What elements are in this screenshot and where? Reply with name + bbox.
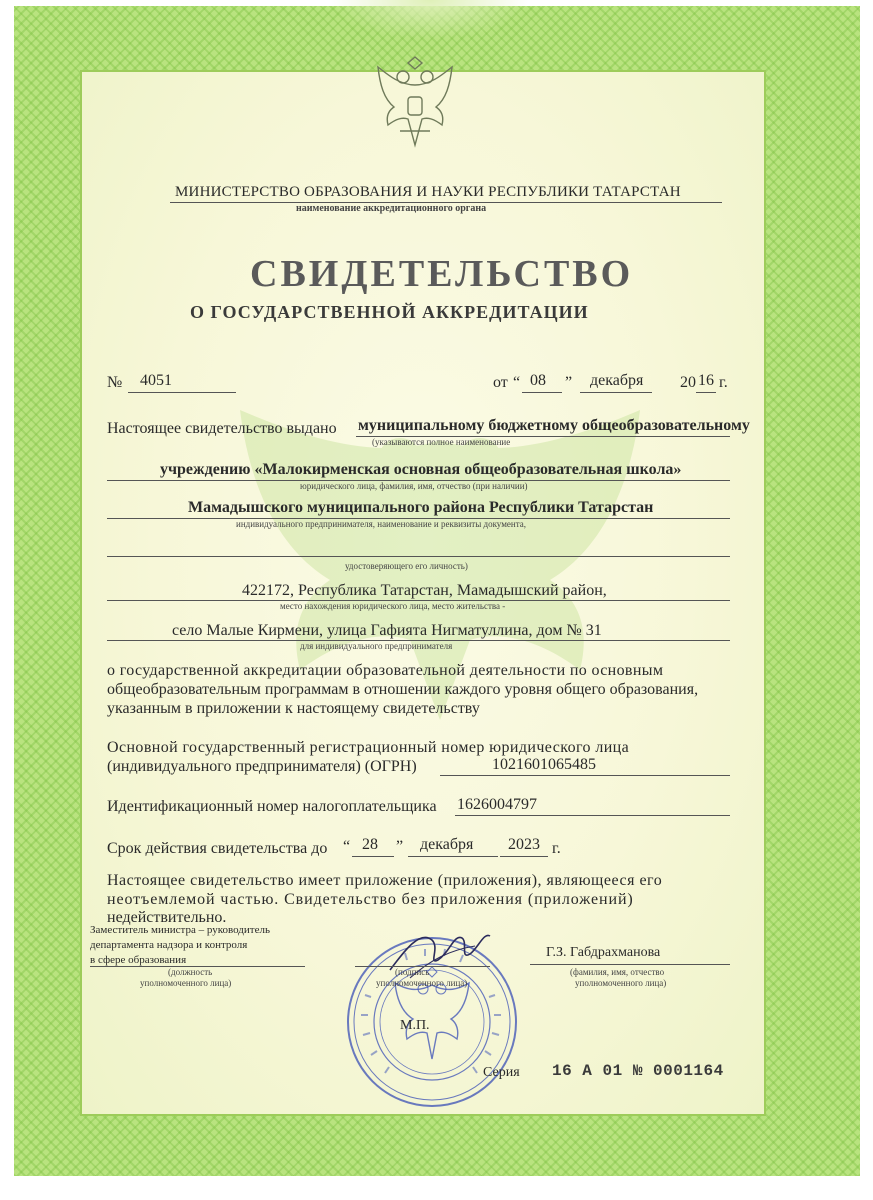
- authority-name: МИНИСТЕРСТВО ОБРАЗОВАНИЯ И НАУКИ РЕСПУБЛИКИ ТАТАРСТАН: [175, 184, 681, 200]
- validity-label: Срок действия свидетельства до: [107, 840, 328, 857]
- year-underline: [696, 392, 716, 393]
- validity-year-underline: [500, 856, 548, 857]
- validity-month: декабря: [420, 836, 474, 853]
- name-caption-2: уполномоченного лица): [575, 978, 667, 988]
- number-label: №: [107, 374, 123, 391]
- ogrn-value: 1021601065485: [492, 756, 596, 773]
- ogrn-line-2: (индивидуального предпринимателя) (ОГРН): [107, 758, 417, 775]
- appendix-line-1: Настоящее свидетельство имеет приложение (приложения), являющееся его: [107, 872, 663, 889]
- date-quote-open: “: [513, 374, 521, 391]
- ogrn-line-1: Основной государственный регистрационный номер юридического лица: [107, 739, 630, 756]
- crown-ornament: [330, 0, 530, 40]
- signature-caption-1: (подпись: [395, 967, 430, 977]
- address-caption-1: место нахождения юридического лица, место жительства -: [280, 601, 506, 611]
- coat-of-arms-icon: [370, 55, 460, 150]
- validity-quote-open: “: [343, 838, 351, 855]
- signature-caption-2: уполномоченного лица): [376, 978, 468, 988]
- validity-year-unit: г.: [552, 840, 561, 857]
- validity-day-underline: [352, 856, 394, 857]
- appendix-line-2: неотъемлемой частью. Свидетельство без приложения (приложений): [107, 891, 634, 908]
- number-underline: [128, 392, 236, 393]
- series-number: 16 А 01 № 0001164: [552, 1062, 724, 1080]
- validity-year: 2023: [508, 836, 540, 853]
- date-month: декабря: [590, 372, 644, 389]
- address-caption-2: для индивидуального предпринимателя: [300, 641, 453, 651]
- series-label: Серия: [483, 1065, 520, 1080]
- validity-quote-close: ”: [396, 838, 404, 855]
- ogrn-underline: [440, 775, 730, 776]
- position-line-2: департамента надзора и контроля: [90, 939, 248, 951]
- month-underline: [580, 392, 652, 393]
- inn-value: 1626004797: [457, 796, 537, 813]
- issued-label: Настоящее свидетельство выдано: [107, 420, 337, 437]
- position-line-1: Заместитель министра – руководитель: [90, 924, 270, 936]
- seal-place-label: М.П.: [400, 1018, 430, 1033]
- day-underline: [522, 392, 562, 393]
- issued-caption-4: удостоверяющего его личность): [345, 561, 468, 571]
- year-suffix: 16: [698, 372, 714, 389]
- address-line-1: 422172, Республика Татарстан, Мамадышский район,: [242, 582, 607, 599]
- issued-caption-1: (указываются полное наименование: [372, 437, 511, 447]
- position-caption-2: уполномоченного лица): [140, 978, 232, 988]
- certificate-subtitle: О ГОСУДАРСТВЕННОЙ АККРЕДИТАЦИИ: [190, 302, 589, 322]
- date-quote-close: ”: [565, 374, 573, 391]
- address-line-2: село Малые Кирмени, улица Гафията Нигматуллина, дом № 31: [172, 622, 602, 639]
- inn-underline: [455, 815, 730, 816]
- purpose-line-2: общеобразовательным программам в отношении каждого уровня общего образования,: [107, 681, 699, 698]
- issued-caption-3: индивидуального предпринимателя, наименование и реквизиты документа,: [236, 519, 526, 529]
- year-prefix: 20: [680, 374, 696, 391]
- date-day: 08: [530, 372, 546, 389]
- issued-line-2: учреждению «Малокирменская основная общеобразовательная школа»: [160, 461, 682, 478]
- issued-line-3: Мамадышского муниципального района Республики Татарстан: [188, 499, 654, 516]
- issued-caption-2: юридического лица, фамилия, имя, отчество (при наличии): [300, 481, 528, 491]
- purpose-line-3: указанным в приложении к настоящему свидетельству: [107, 700, 480, 717]
- name-caption-1: (фамилия, имя, отчество: [570, 967, 665, 977]
- certificate-number: 4051: [140, 372, 172, 389]
- position-line-3: в сфере образования: [90, 954, 187, 966]
- validity-month-underline: [408, 856, 498, 857]
- appendix-line-3: недействительно.: [107, 909, 227, 926]
- date-from-label: от: [493, 374, 508, 391]
- name-underline: [530, 964, 730, 965]
- validity-day: 28: [362, 836, 378, 853]
- authority-caption: наименование аккредитационного органа: [296, 203, 487, 214]
- year-unit: г.: [719, 374, 728, 391]
- signatory-name: Г.З. Габдрахманова: [546, 945, 661, 960]
- certificate-title: СВИДЕТЕЛЬСТВО: [250, 253, 634, 295]
- position-caption-1: (должность: [168, 967, 213, 977]
- inn-label: Идентификационный номер налогоплательщика: [107, 798, 437, 815]
- purpose-line-1: о государственной аккредитации образовательной деятельности по основным: [107, 662, 664, 679]
- issued-underline-4: [107, 556, 730, 557]
- issued-line-1: муниципальному бюджетному общеобразовательному: [358, 417, 750, 434]
